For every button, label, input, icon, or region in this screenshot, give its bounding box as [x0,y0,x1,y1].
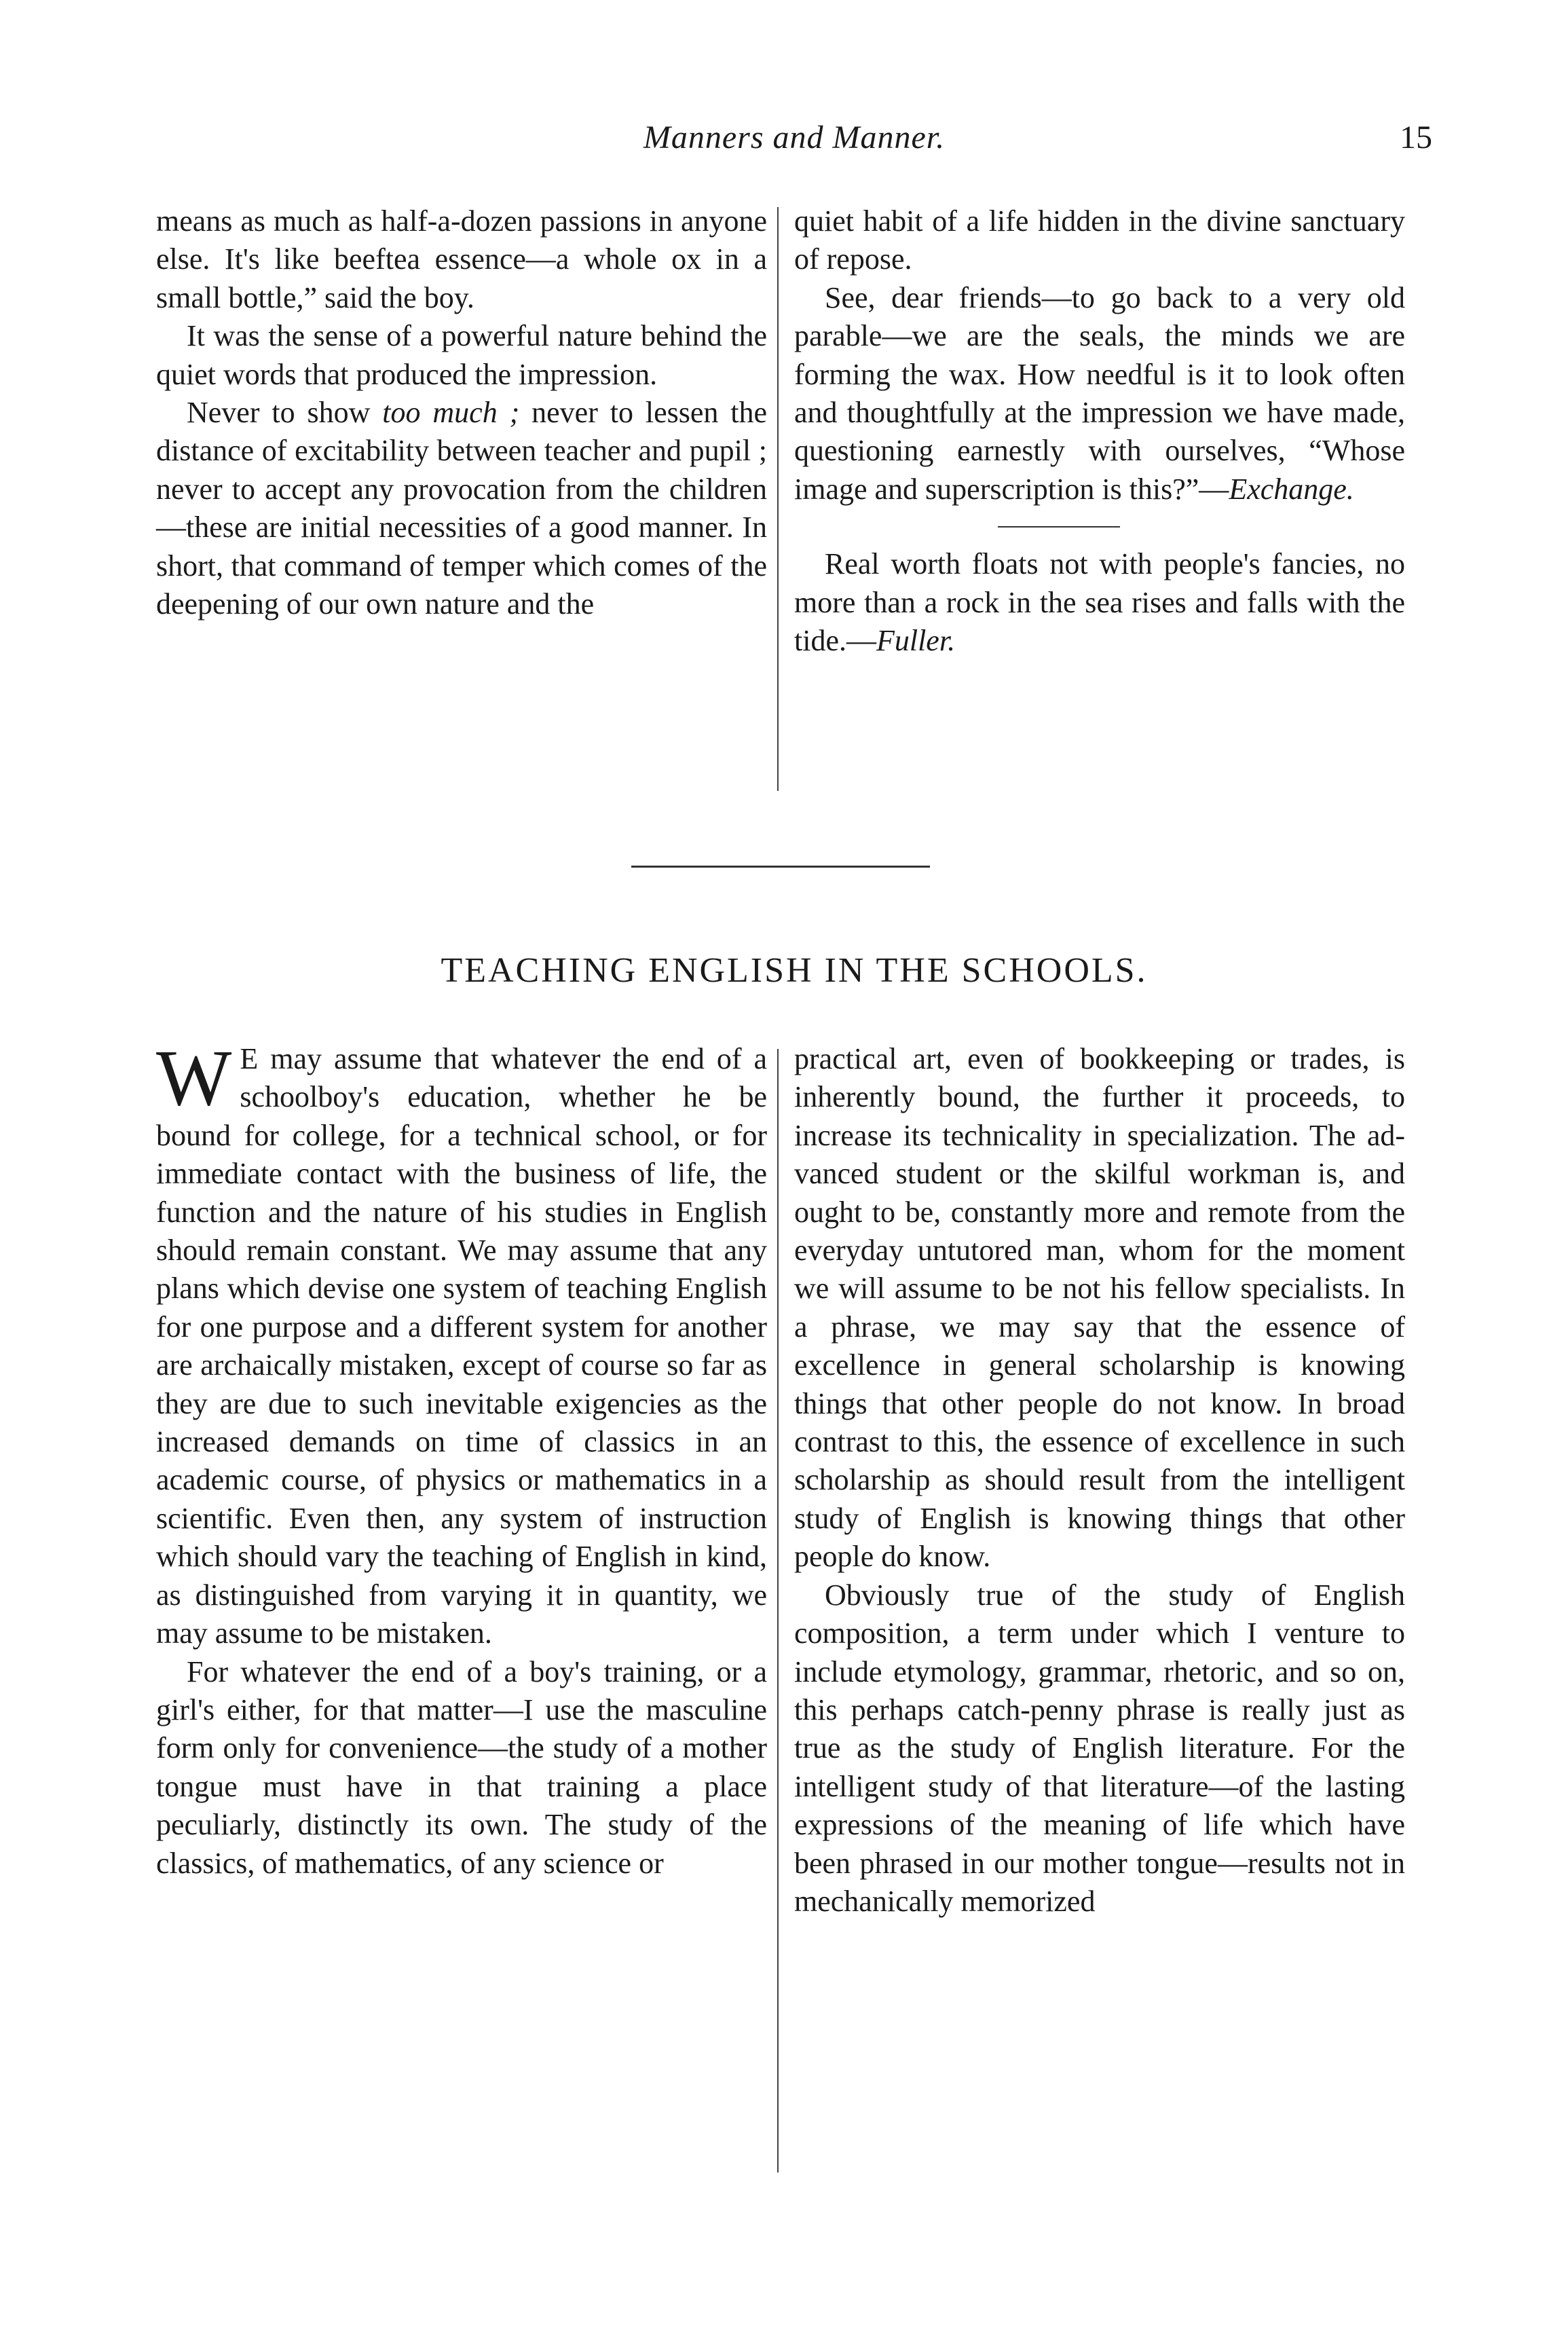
paragraph: It was the sense of a powerful nature behind the quiet words that produced the impression. [156,319,767,391]
paragraph-quote [794,545,1405,660]
column-divider [777,1049,779,2172]
article-left-column [156,1033,767,1883]
paragraph: For whatever the end of a boy's training, or a girl's either, for that matter—I use the masculine form only for convenience—the study of a mother tongue must have in that training a place peculiarly, distinctly its own. The study of the classics, of mathematics, of any science or [156,1654,767,1880]
paragraph: quiet habit of a life hidden in the divine sanctuary of repose. [794,204,1405,276]
running-title: Manners and Manner. [643,119,946,155]
text-run: Real worth floats not with people's fancies, no more than a rock in the sea rises and falls with the tide.— [794,547,1405,658]
article-right-column [794,1040,1405,1921]
top-right-column [794,202,1405,660]
opening-paragraph [156,1033,767,1653]
running-head [156,119,1432,166]
drop-cap: W [156,1033,232,1122]
source-citation: Fuller. [876,624,956,658]
text-run: never to lessen the distance of excitability between teacher and pupil ; never to accept any provocation from the children—these are initial necessities of a good manner. In short, that command of temper which comes of the deepening of our own nature and the [156,396,768,621]
top-left-column [156,202,767,623]
source-citation: Exchange. [1229,472,1354,506]
article-heading: TEACHING ENGLISH IN THE SCHOOLS. [441,951,1148,990]
paragraph: means as much as half-a-dozen passions in anyone else. It's like beeftea essence—a whole ox in a small bottle,” said the boy. [156,204,767,314]
paragraph-never [156,394,767,623]
emphasis: too much ; [382,396,520,430]
page-number: 15 [1400,119,1432,155]
short-divider [998,526,1120,528]
text-run: E may assume that whatever the end of a schoolboy's education, whether he be bound for college, for a technical school, or for immediate contact with the business of life, the function and the nature of his studies in English should remain constant. We may assume that any plans which devise one system of teaching English for one purpose and a different system for another are archaically mistaken, except of course so far as they are due to such inevitable exigencies as the increased demands on time of classics in an academic course, of physics or mathematics in a scientific. Even then, any system of instruction which should vary the teaching of English in kind, as distinguished from varying it in quantity, we may assume to be mistaken. [156,1042,767,1650]
text-run: See, dear friends—to go back to a very old parable—we are the seals, the minds we are forming the wax. How needful is it to look often and thoughtfully at the impression we have made, questioning earnestly with ourselves, “Whose image and superscription is this?”— [794,280,1405,506]
section-divider [631,866,930,868]
paragraph: Obviously true of the study of English composition, a term under which I venture to include etymology, grammar, rhetoric, and so on, this perhaps catch-penny phrase is really just as true as the study of English literature. For the intelligent study of that literature—of the lasting expressions of the meaning of life which have been phrased in our mother tongue—results not in mechanically memorized [794,1578,1405,1918]
paragraph-seals [794,279,1405,508]
column-divider [777,207,779,791]
text-run: Never to show [187,396,383,430]
paragraph: practical art, even of bookkeeping or trades, is inherently bound, the further it proceeds, to increase its technicality in specialization. The advanced student or the skilful workman is, and ought to be, constantly more and remote from the everyday untutored man, whom for the moment we will assume to be not his fellow specialists. In a phrase, we may say that the essence of excellence in general scholarship is knowing things that other people do not know. In broad contrast to this, the essence of excellence in such scholarship as should result from the intelligent study of English is knowing things that other people do know. [794,1042,1405,1574]
